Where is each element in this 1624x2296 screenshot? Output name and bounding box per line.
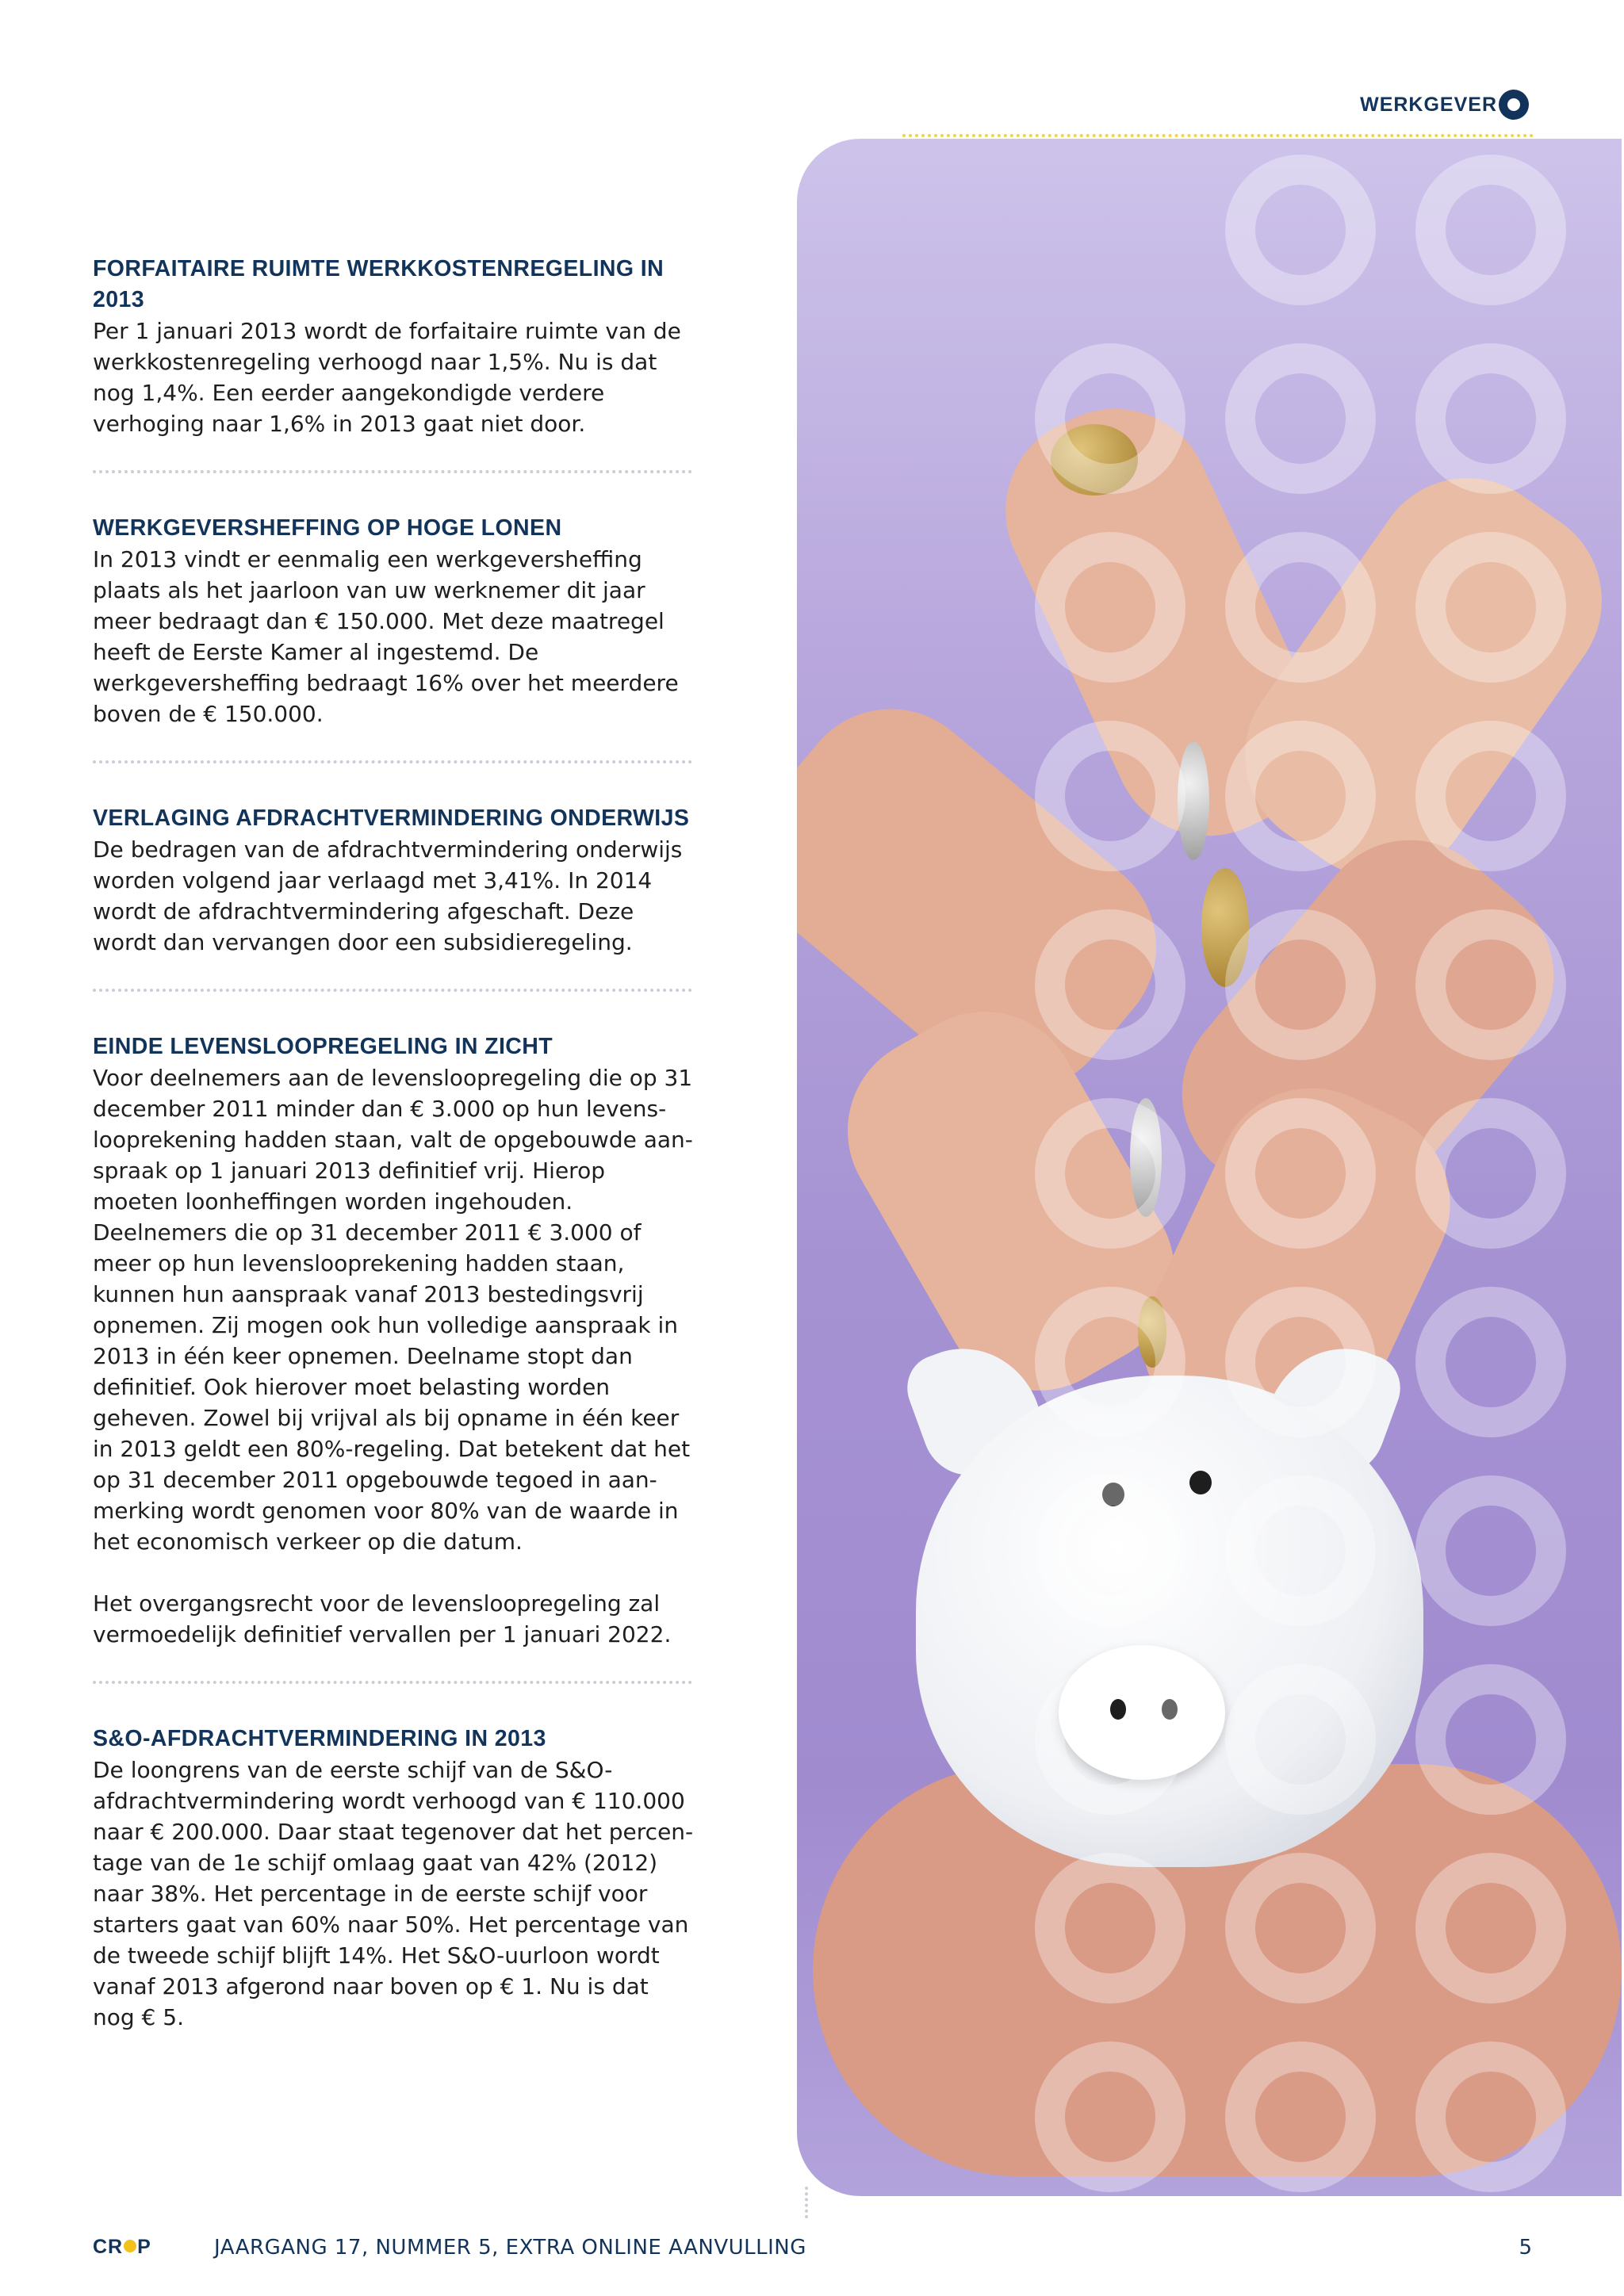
dotted-divider	[93, 760, 692, 763]
ring-decoration	[1415, 1853, 1566, 2003]
ring-decoration	[1225, 1664, 1376, 1815]
ring-decoration	[1225, 343, 1376, 494]
crop-logo	[93, 2236, 151, 2259]
ring-decoration	[1225, 721, 1376, 871]
article-section-levensloopregeling	[93, 1031, 695, 1650]
article-section-s-o-afdrachtvermindering	[93, 1724, 695, 2033]
section-heading: EINDE LEVENSLOOPREGELING IN ZICHT	[93, 1034, 553, 1059]
ring-decoration	[1225, 155, 1376, 305]
ring-decoration	[1035, 1853, 1185, 2003]
section-heading: WERKGEVERSHEFFING OP HOGE LONEN	[93, 515, 562, 541]
ring-decoration	[1225, 1098, 1376, 1249]
ring-decoration	[1035, 721, 1185, 871]
ring-decoration	[1225, 1287, 1376, 1437]
section-heading: S&O-AFDRACHTVERMINDERING IN 2013	[93, 1726, 546, 1751]
ring-decoration	[1415, 155, 1566, 305]
ring-decoration	[1035, 1098, 1185, 1249]
article-column	[93, 254, 695, 2033]
ring-decoration	[1415, 1287, 1566, 1437]
logo-text-left: CR	[93, 2236, 124, 2258]
section-paragraph: De loongrens van de eerste schijf van de S&O-afdrachtvermindering wordt verhoogd van € 110.000 naar € 200.000. Daar staat tegenover dat het percentage van de 1e schijf omlaag gaat van 42% (2012) naar 38%. Het percentage in de eerste schijf voor starters gaat van 60% naar 50%. Het percentage van de tweede schijf blijft 14%. Het S&O-uurloon wordt vanaf 2013 afgerond naar boven op € 1. Nu is dat nog € 5.	[93, 1757, 694, 2030]
pig-eye-icon	[1189, 1471, 1212, 1494]
dotted-divider	[93, 989, 692, 992]
article-section-werkkostenregeling	[93, 254, 695, 439]
ring-decoration	[1035, 343, 1185, 494]
section-label: WERKGEVER	[1360, 94, 1497, 116]
section-paragraph: Het overgangsrecht voor de levensloopregeling zal vermoedelijk definitief vervallen per 1 januari 2022.	[93, 1590, 672, 1647]
section-paragraph: Per 1 januari 2013 wordt de forfaitaire ruimte van de werkkostenregeling verhoogd naar 1,5%. Nu is dat nog 1,4%. Een eerder aangekondigde verdere verhoging naar 1,6% in 2013 gaat niet door.	[93, 318, 681, 437]
dotted-divider	[93, 1681, 692, 1684]
logo-dot-icon	[124, 2240, 136, 2252]
ring-decoration	[1035, 2042, 1185, 2192]
logo-text-right: P	[137, 2236, 151, 2258]
article-section-afdrachtvermindering-onderwijs	[93, 803, 695, 958]
ring-decoration	[1415, 2042, 1566, 2192]
footer-dotted-mark	[805, 2187, 813, 2218]
ring-decoration	[1415, 1098, 1566, 1249]
ring-decoration	[1225, 2042, 1376, 2192]
section-paragraph: Voor deelnemers aan de levensloopregeling die op 31 december 2011 minder dan € 3.000 op hun levenslooprekening hadden staan, valt de opgebouwde aanspraak op 1 januari 2013 definitief vrij. Hierop moeten loonheffingen worden ingehouden. Deelnemers die op 31 december 2011 € 3.000 of meer op hun levenslooprekening hadden staan, kunnen hun aanspraak vanaf 2013 bestedingsvrij opnemen. Zij mogen ook hun volledige aanspraak in 2013 in één keer opnemen. Deelname stopt dan definitief. Ook hierover moet belasting worden geheven. Zowel bij vrijval als bij opname in één keer in 2013 geldt een 80%-regeling. Dat betekent dat het op 31 december 2011 opgebouwde tegoed in aanmerking wordt genomen voor 80% van de waarde in het economisch verkeer op die datum.	[93, 1065, 693, 1555]
ring-decoration	[1035, 909, 1185, 1060]
section-heading: VERLAGING AFDRACHTVERMINDERING ONDERWIJS	[93, 806, 690, 831]
ring-decoration	[1225, 1853, 1376, 2003]
page-number: 5	[1519, 2236, 1532, 2260]
ring-decoration	[1225, 532, 1376, 683]
ring-decoration	[1035, 1475, 1185, 1626]
ring-decoration	[1415, 532, 1566, 683]
ring-decoration	[1035, 1664, 1185, 1815]
ring-decoration	[1415, 909, 1566, 1060]
ring-decoration	[1035, 1287, 1185, 1437]
section-paragraph: De bedragen van de afdrachtvermindering onderwijs worden volgend jaar verlaagd met 3,41%. In 2014 wordt de afdrachtvermindering afgeschaft. Deze wordt dan vervangen door een subsidieregeling.	[93, 836, 683, 955]
ring-decoration	[1225, 909, 1376, 1060]
target-ring-icon	[1499, 90, 1529, 120]
ring-decoration	[1415, 343, 1566, 494]
ring-decoration	[1415, 1475, 1566, 1626]
ring-decoration	[1035, 532, 1185, 683]
ring-decoration	[1415, 721, 1566, 871]
article-section-werkgeversheffing	[93, 513, 695, 729]
piggy-bank-hands-photo	[797, 139, 1622, 2196]
section-heading: FORFAITAIRE RUIMTE WERKKOSTENREGELING IN 2013	[93, 256, 665, 312]
ring-decoration	[1225, 1475, 1376, 1626]
footer-issue-text: JAARGANG 17, NUMMER 5, EXTRA ONLINE AANVULLING	[214, 2236, 806, 2260]
header-dotted-rule	[902, 134, 1534, 137]
ring-decoration	[1415, 1664, 1566, 1815]
dotted-divider	[93, 470, 692, 473]
section-paragraph: In 2013 vindt er eenmalig een werkgeversheffing plaats als het jaarloon van uw werknemer dit jaar meer bedraagt dan € 150.000. Met deze maatregel heeft de Eerste Kamer al ingestemd. De werkgeversheffing bedraagt 16% over het meerdere boven de € 150.000.	[93, 546, 679, 727]
